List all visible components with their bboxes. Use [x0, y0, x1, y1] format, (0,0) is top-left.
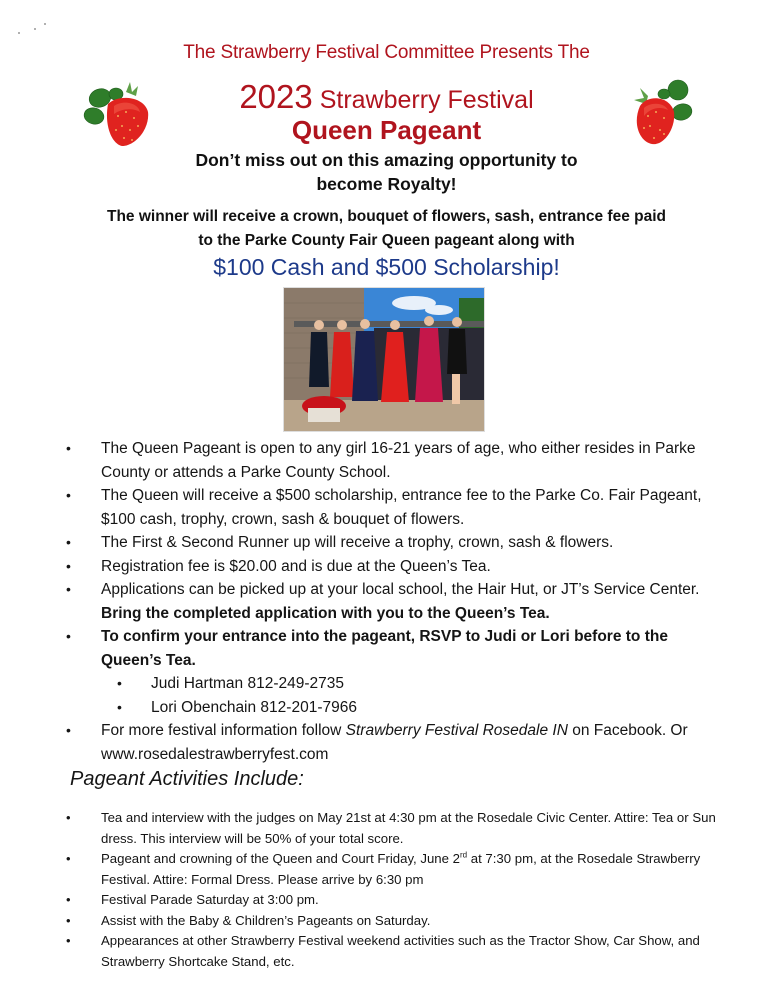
list-item: • The Queen will receive a $500 scholarship, entrance fee to the Parke Co. Fair Pageant, $100 cash, trophy, crown, sash & bouquet of flowers.: [60, 484, 730, 531]
pageant-details-list: [60, 437, 730, 766]
event-title: Queen Pageant: [291, 115, 482, 145]
activity-item: • Festival Parade Saturday at 3:00 pm.: [60, 890, 730, 911]
rsvp-contacts-list: [101, 672, 730, 719]
strawberry-icon: [78, 70, 158, 150]
pageant-court-photo: [283, 287, 485, 432]
tagline: Don’t miss out on this amazing opportunity to become Royalty!: [195, 150, 578, 194]
list-item: • Applications can be picked up at your local school, the Hair Hut, or JT’s Service Center. Bring the completed application with you to the Queen’s Tea.: [60, 578, 730, 625]
list-item: • Registration fee is $20.00 and is due at the Queen’s Tea.: [60, 555, 730, 579]
list-item: • To confirm your entrance into the pageant, RSVP to Judi or Lori before to the Queen’s Tea. • Judi Hartman 812-249-2735 • Lori Obenchain 812-201-7966: [60, 625, 730, 719]
festival-name: Strawberry Festival: [319, 86, 534, 114]
scan-specks: [18, 20, 58, 40]
activities-list: [60, 808, 730, 972]
activity-item: • Appearances at other Strawberry Festival weekend activities such as the Tractor Show, Car Show, and Strawberry Shortcake Stand, etc.: [60, 931, 730, 972]
activity-item: • Assist with the Baby & Children’s Pageants on Saturday.: [60, 911, 730, 932]
list-item: • For more festival information follow Strawberry Festival Rosedale IN on Facebook. Or www.rosedalestrawberryfest.com: [60, 719, 730, 766]
facebook-page-name: Strawberry Festival Rosedale IN: [345, 722, 568, 739]
contact-item: • Judi Hartman 812-249-2735: [101, 672, 730, 696]
activity-item: • Pageant and crowning of the Queen and Court Friday, June 2rd at 7:30 pm, at the Rosedale Strawberry Festival. Attire: Formal Dress. Please arrive by 6:30 pm: [60, 849, 730, 890]
activities-heading: Pageant Activities Include:: [70, 768, 304, 790]
contact-item: • Lori Obenchain 812-201-7966: [101, 696, 730, 720]
strawberry-icon: [618, 70, 698, 150]
list-item: • The Queen Pageant is open to any girl 16-21 years of age, who either resides in Parke County or attends a Parke County School.: [60, 437, 730, 484]
prize-headline: $100 Cash and $500 Scholarship!: [213, 254, 560, 280]
presents-line: The Strawberry Festival Committee Presents The: [183, 42, 590, 63]
list-item: • The First & Second Runner up will receive a trophy, crown, sash & flowers.: [60, 531, 730, 555]
winner-description: The winner will receive a crown, bouquet of flowers, sash, entrance fee paid to the Parke County Fair Queen pageant along with: [106, 208, 666, 249]
festival-year: 2023: [239, 78, 313, 115]
activity-item: • Tea and interview with the judges on May 21st at 4:30 pm at the Rosedale Civic Center. Attire: Tea or Sun dress. This interview will be 50% of your total score.: [60, 808, 730, 849]
